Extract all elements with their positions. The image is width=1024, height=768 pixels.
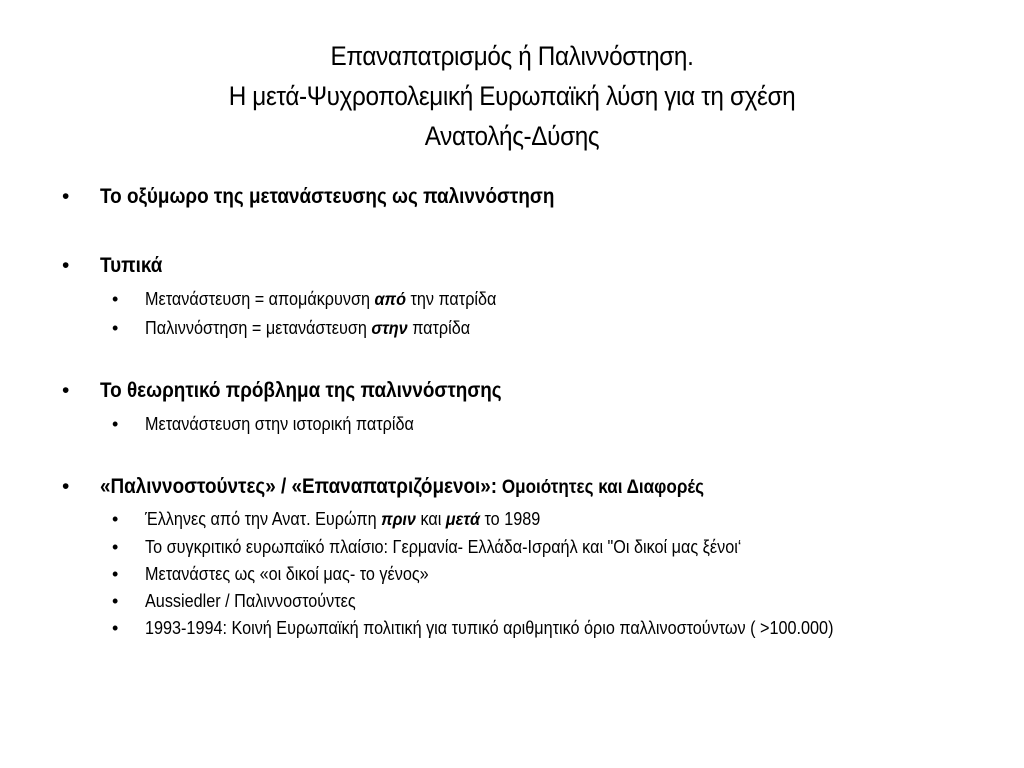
list-item-comparative-context: Το συγκριτικό ευρωπαϊκό πλαίσιο: Γερμανία- Ελλάδα-Ισραήλ και "Οι δικοί μας ξένοι‘: [145, 537, 742, 557]
section-heading-oxymoron: Το οξύμωρο της μετανάστευσης ως παλιννόστηση: [100, 185, 555, 208]
list-item-return-definition: Παλιννόστηση = μετανάστευση στην πατρίδα: [145, 318, 471, 338]
list-item-migrants-as-kin: Μετανάστες ως «οι δικοί μας- το γένος»: [145, 564, 429, 584]
sub-bullet-icon: •: [112, 591, 119, 611]
title-line-3: Ανατολής-Δύσης: [424, 121, 600, 151]
bullet-icon: •: [62, 254, 70, 277]
section-heading-theoretical-problem: Το θεωρητικό πρόβλημα της παλιννόστησης: [100, 379, 502, 402]
title-line-2: Η μετά-Ψυχροπολεμική Ευρωπαϊκή λύση για τη σχέση: [228, 81, 796, 111]
bullet-icon: •: [62, 379, 70, 402]
bullet-icon: •: [62, 475, 70, 498]
sub-bullet-icon: •: [112, 289, 119, 309]
section-subheading: Ομοιότητες και Διαφορές: [497, 477, 705, 498]
list-item-emigration-definition: Μετανάστευση = απομάκρυνση από την πατρίδα: [145, 289, 497, 309]
list-item-eu-policy: 1993-1994: Κοινή Ευρωπαϊκή πολιτική για τυπικό αριθμητικό όριο παλλινοστούντων ( >100.000): [145, 618, 834, 638]
sub-bullet-icon: •: [112, 318, 119, 338]
sub-bullet-icon: •: [112, 537, 119, 557]
title-line-1: Επαναπατρισμός ή Παλιννόστηση.: [330, 41, 694, 71]
sub-bullet-icon: •: [112, 414, 119, 434]
bullet-icon: •: [62, 185, 70, 208]
section-heading-returnees: «Παλιννοστούντες» / «Επαναπατριζόμενοι»: Ομοιότητες και Διαφορές: [100, 475, 705, 498]
list-item-greeks-eastern-europe: Έλληνες από την Ανατ. Ευρώπη πριν και μετά το 1989: [145, 509, 541, 529]
sub-bullet-icon: •: [112, 509, 119, 529]
list-item-aussiedler: Aussiedler / Παλιννοστούντες: [145, 591, 356, 611]
sub-bullet-icon: •: [112, 618, 119, 638]
section-heading-formal: Τυπικά: [100, 254, 163, 277]
sub-bullet-icon: •: [112, 564, 119, 584]
list-item-historic-homeland: Μετανάστευση στην ιστορική πατρίδα: [145, 414, 414, 434]
